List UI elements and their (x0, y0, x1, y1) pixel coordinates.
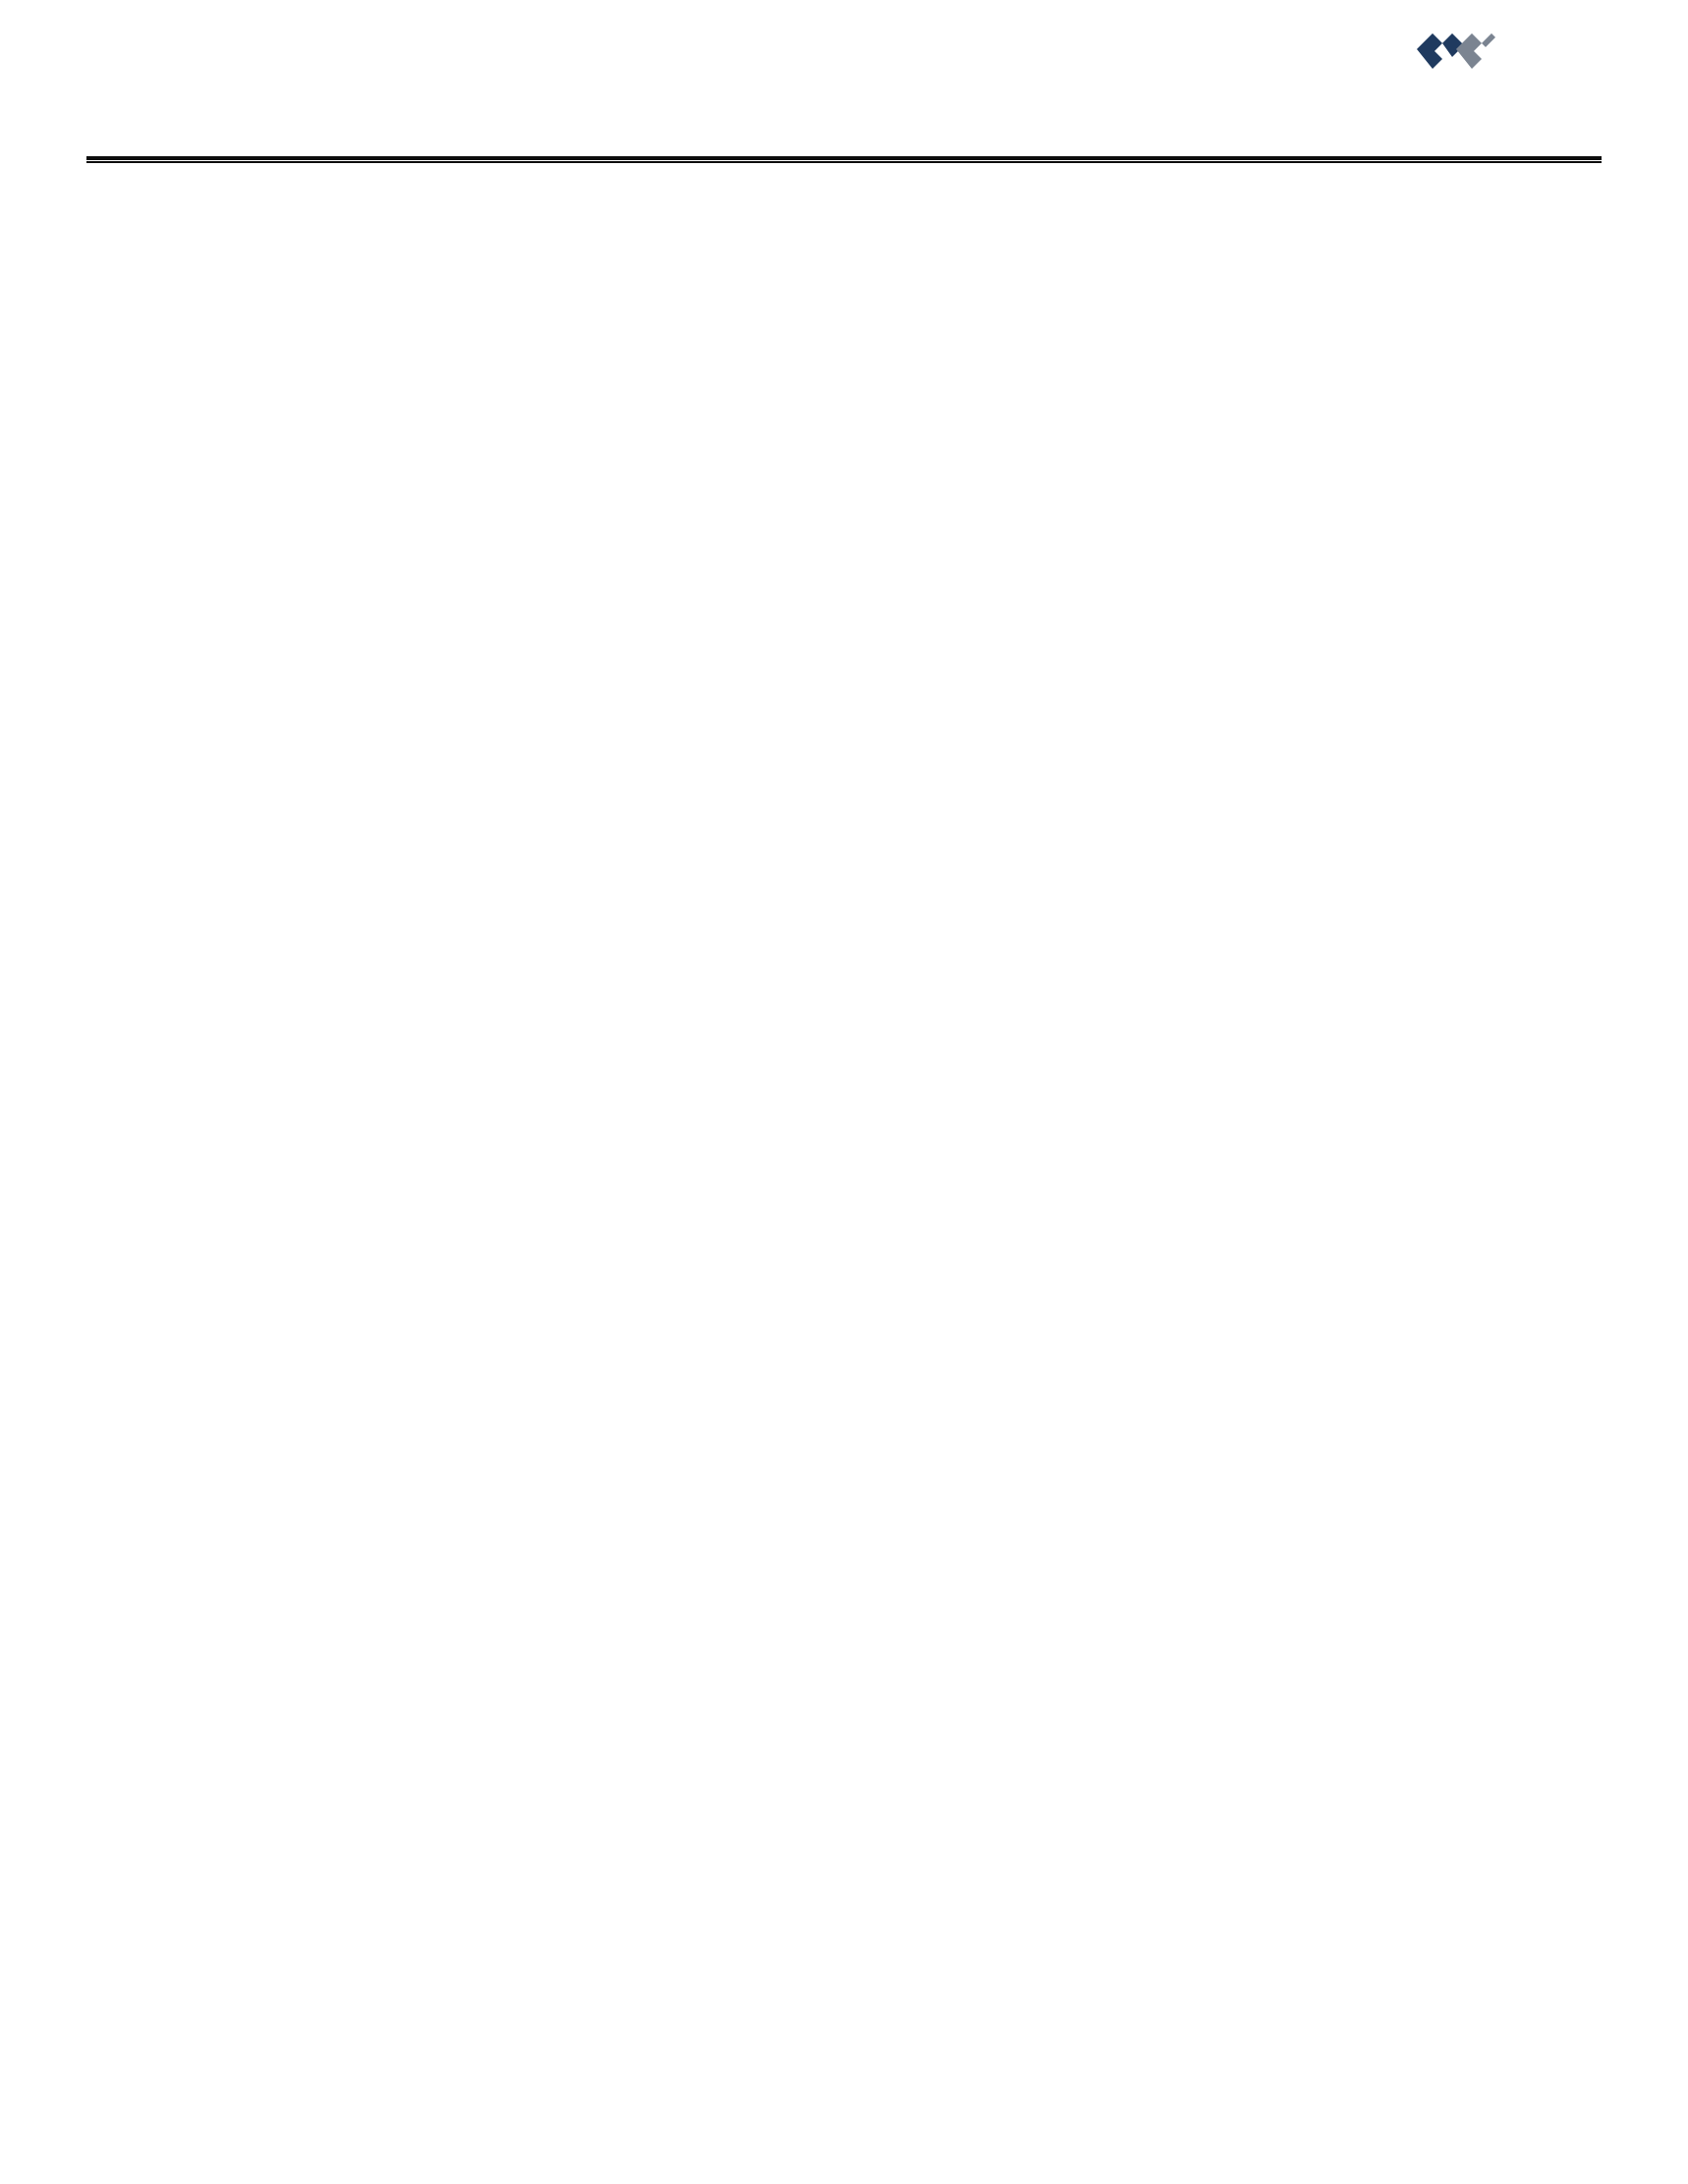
header-divider (86, 156, 1602, 163)
document-header (86, 0, 1600, 147)
windermere-chevron-icon (1313, 28, 1598, 73)
brand-logo (1313, 28, 1598, 78)
